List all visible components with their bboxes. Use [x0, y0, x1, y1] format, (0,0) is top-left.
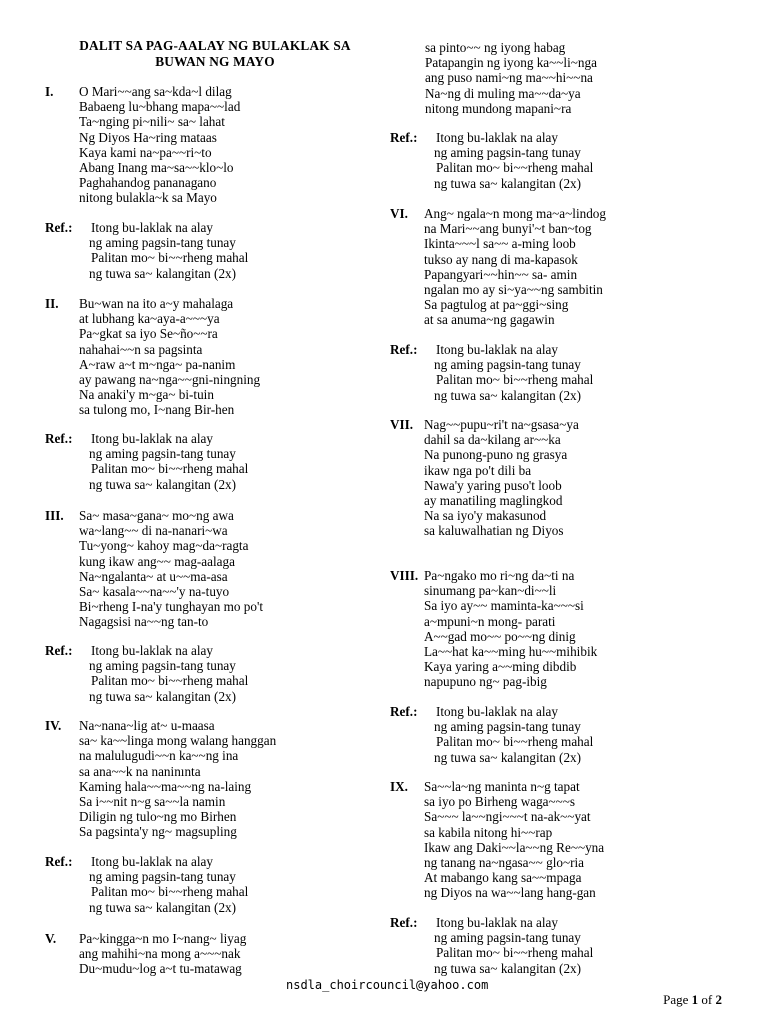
refrain-line: ng aming pagsin-tang tunay: [89, 869, 236, 885]
refrain-block: [390, 342, 760, 403]
stanza-line: Sa pagsinta'y ng~ magsupling: [79, 824, 237, 840]
refrain-line: Palitan mo~ bi~~rheng mahal: [91, 884, 249, 900]
stanza-8: [390, 568, 760, 690]
refrain-line: Palitan mo~ bi~~rheng mahal: [436, 945, 594, 961]
stanza-line: Ta~nging pi~nili~ sa~ lahat: [79, 114, 225, 130]
stanza-line: Sa~~~ la~~ngi~~~t na-ak~~yat: [424, 809, 591, 825]
refrain-line: ng tuwa sa~ kalangitan (2x): [434, 175, 582, 191]
stanza-label: IX.: [390, 779, 408, 794]
stanza-line: Sa~~la~ng maninta n~g tapat: [424, 779, 580, 794]
stanza-9: [390, 779, 760, 901]
stanza-line: Ikinta~~~l sa~~ a-ming loob: [424, 236, 576, 252]
stanza-line: Kaya yaring a~~ming dibdib: [424, 659, 577, 675]
refrain-line: ng tuwa sa~ kalangitan (2x): [434, 387, 582, 403]
refrain-line: Itong bu-laklak na alay: [91, 854, 213, 869]
stanza-5: [45, 931, 375, 977]
refrain-line: ng aming pagsin-tang tunay: [434, 145, 581, 161]
stanza-line: sa kaluwalhatian ng Diyos: [424, 523, 564, 539]
stanza-line: Du~mudu~log a~t tu-matawag: [79, 961, 242, 977]
refrain-line: ng aming pagsin-tang tunay: [89, 658, 236, 674]
refrain-block: [390, 915, 760, 976]
stanza-7: [390, 417, 760, 539]
page-total: 2: [715, 992, 722, 1007]
refrain-label: Ref.:: [45, 220, 73, 235]
refrain-block: [45, 643, 375, 704]
stanza-line: Sa~ masa~gana~ mo~ng awa: [79, 508, 234, 523]
stanza-line: nitong bulakla~k sa Mayo: [79, 190, 217, 206]
stanza-line: Bu~wan na ito a~y mahalaga: [79, 296, 234, 311]
stanza-label: VII.: [390, 417, 414, 432]
stanza-line: napupuno ng~ pag-ibig: [424, 674, 547, 690]
stanza-line: Ikaw ang Daki~~la~~ng Re~~yna: [424, 839, 605, 855]
stanza-line: Sa~ kasala~~na~~'y na-tuyo: [79, 584, 230, 600]
stanza-line: ng tanang na~ngasa~~ glo~ria: [424, 855, 585, 871]
refrain-block: [390, 130, 760, 191]
stanza-line: Nag~~pupu~ri't na~gsasa~ya: [424, 417, 579, 432]
page-of: of: [701, 992, 713, 1007]
refrain-line: Itong bu-laklak na alay: [436, 915, 558, 930]
stanza-line: na Mari~~ang bunyi'~t ban~tog: [424, 221, 592, 237]
stanza-line: Pa~kingga~n mo I~nang~ liyag: [79, 931, 247, 946]
stanza-line: Ang~ ngala~n mong ma~a~lindog: [424, 206, 606, 221]
stanza-line: dahil sa da~kilang ar~~ka: [424, 432, 561, 448]
refrain-line: ng tuwa sa~ kalangitan (2x): [89, 688, 237, 704]
stanza-label: I.: [45, 84, 54, 99]
stanza-line: sa ana~~k na naninınta: [79, 763, 201, 779]
refrain-line: Palitan mo~ bi~~rheng mahal: [436, 734, 594, 750]
stanza-line: sa~ ka~~linga mong walang hanggan: [79, 733, 277, 749]
stanza-line: O Mari~~ang sa~kda~l dilag: [79, 84, 232, 99]
stanza-line: Patapangin ng iyong ka~~li~nga: [425, 55, 597, 71]
stanza-line: A~raw a~t m~nga~ pa-nanim: [79, 356, 236, 372]
refrain-block: [390, 704, 760, 765]
refrain-block: [45, 220, 375, 281]
stanza-line: Babaeng lu~bhang mapa~~lad: [79, 99, 241, 115]
stanza-line: Pa~ngako mo ri~ng da~ti na: [424, 568, 575, 583]
stanza-label: II.: [45, 296, 59, 311]
stanza-line: sa pinto~~ ng iyong habag: [425, 40, 566, 55]
refrain-line: Palitan mo~ bi~~rheng mahal: [436, 160, 594, 176]
refrain-line: ng tuwa sa~ kalangitan (2x): [89, 899, 237, 915]
stanza-line: La~~hat ka~~ming hu~~mihibik: [424, 644, 598, 660]
refrain-line: Palitan mo~ bi~~rheng mahal: [436, 372, 594, 388]
stanza-line: ngalan mo ay si~ya~~ng sambitin: [424, 282, 603, 298]
stanza-1: [45, 84, 375, 206]
stanza-line: Nagagsisi na~~ng tan-to: [79, 614, 209, 630]
stanza-line: sinumang pa~kan~di~~li: [424, 583, 557, 599]
stanza-line: A~~gad mo~~ po~~ng dinig: [424, 628, 576, 644]
stanza-label: VI.: [390, 206, 408, 221]
stanza-line: Tu~yong~ kahoy mag~da~ragta: [79, 538, 249, 554]
refrain-line: Palitan mo~ bi~~rheng mahal: [91, 250, 249, 266]
refrain-line: Itong bu-laklak na alay: [436, 130, 558, 145]
stanza-line: Na anaki'y m~ga~ bi-tuin: [79, 387, 214, 403]
stanza-label: III.: [45, 508, 64, 523]
refrain-line: Itong bu-laklak na alay: [91, 643, 213, 658]
refrain-line: ng tuwa sa~ kalangitan (2x): [89, 265, 237, 281]
stanza-line: sa iyo po Birheng waga~~~s: [424, 794, 576, 810]
refrain-label: Ref.:: [390, 342, 418, 357]
stanza-line: Ng Diyos Ha~ring mataas: [79, 129, 217, 145]
refrain-block: [45, 431, 375, 492]
stanza-line: Pa~gkat sa iyo Se~ño~~ra: [79, 326, 218, 342]
stanza-line: Kaya kami na~pa~~ri~to: [79, 144, 212, 160]
title-line: BUWAN NG MAYO: [155, 54, 275, 69]
stanza-line: Bi~rheng I-na'y tunghayan mo po't: [79, 599, 264, 615]
stanza-line: a~mpuni~n mong- parati: [424, 613, 556, 629]
refrain-line: Palitan mo~ bi~~rheng mahal: [91, 461, 249, 477]
refrain-block: [45, 854, 375, 915]
stanza-line: Diligin ng tulo~ng mo Birhen: [79, 809, 237, 825]
stanza-4: [45, 718, 375, 840]
stanza-line: ay manatiling maglingkod: [424, 493, 563, 509]
stanza-5-continued: [425, 40, 755, 116]
footer-email: nsdla_choircouncil@yahoo.com: [286, 978, 489, 992]
stanza-line: Sa i~~nit n~g sa~~la namin: [79, 794, 226, 810]
stanza-line: Na sa iyo'y makasunod: [424, 508, 547, 524]
refrain-line: ng aming pagsin-tang tunay: [434, 930, 581, 946]
refrain-line: Itong bu-laklak na alay: [91, 220, 213, 235]
page-word: Page: [663, 992, 689, 1007]
stanza-label: VIII.: [390, 568, 419, 583]
stanza-line: Na~ng di muling ma~~da~ya: [425, 85, 581, 101]
title-line: DALIT SA PAG-AALAY NG BULAKLAK SA: [79, 38, 351, 53]
stanza-line: Kaming hala~~ma~~ng na-laing: [79, 778, 252, 794]
stanza-line: Papangyari~~hin~~ sa- amin: [424, 266, 578, 282]
refrain-line: ng tuwa sa~ kalangitan (2x): [434, 749, 582, 765]
stanza-line: nitong mundong mapani~ra: [425, 100, 572, 116]
stanza-label: V.: [45, 931, 57, 946]
refrain-line: ng aming pagsin-tang tunay: [89, 446, 236, 462]
stanza-line: ang mahihi~na mong a~~~nak: [79, 946, 241, 962]
stanza-line: Paghahandog pananagano: [79, 175, 217, 191]
stanza-3: [45, 508, 375, 630]
song-title: [45, 38, 385, 70]
stanza-line: at lubhang ka~aya-a~~~ya: [79, 311, 220, 327]
page-number: [663, 992, 722, 1008]
stanza-line: Sa iyo ay~~ maminta-ka~~~si: [424, 598, 584, 614]
refrain-label: Ref.:: [45, 854, 73, 869]
stanza-line: sa kabila nitong hi~~rap: [424, 824, 553, 840]
stanza-line: kung ikaw ang~~ mag-aalaga: [79, 553, 235, 569]
stanza-line: tukso ay nang di ma-kapasok: [424, 251, 578, 267]
stanza-label: IV.: [45, 718, 62, 733]
refrain-label: Ref.:: [390, 915, 418, 930]
stanza-line: ng Diyos na wa~~lang hang-gan: [424, 885, 596, 901]
refrain-label: Ref.:: [45, 431, 73, 446]
refrain-label: Ref.:: [390, 130, 418, 145]
refrain-line: Itong bu-laklak na alay: [91, 431, 213, 446]
stanza-line: At mabango kang sa~~mpaga: [424, 870, 582, 886]
stanza-line: at sa anuma~ng gagawin: [424, 312, 555, 328]
stanza-line: wa~lang~~ di na-nanari~wa: [79, 523, 228, 539]
stanza-line: na malulugudi~~n ka~~ng ina: [79, 748, 239, 764]
refrain-line: Itong bu-laklak na alay: [436, 704, 558, 719]
refrain-line: ng tuwa sa~ kalangitan (2x): [89, 476, 237, 492]
stanza-2: [45, 296, 375, 418]
stanza-line: ang puso nami~ng ma~~hi~~na: [425, 70, 593, 86]
refrain-line: ng aming pagsin-tang tunay: [434, 357, 581, 373]
refrain-line: Palitan mo~ bi~~rheng mahal: [91, 673, 249, 689]
refrain-line: Itong bu-laklak na alay: [436, 342, 558, 357]
stanza-line: sa tulong mo, I~nang Bir-hen: [79, 402, 235, 418]
stanza-line: Na punong-puno ng grasya: [424, 447, 568, 463]
refrain-label: Ref.:: [390, 704, 418, 719]
stanza-line: ay pawang na~nga~~gni-ningning: [79, 372, 261, 388]
stanza-line: ikaw nga po't dili ba: [424, 462, 532, 478]
stanza-line: Sa pagtulog at pa~ggi~sing: [424, 297, 569, 313]
stanza-line: Abang Inang ma~sa~~klo~lo: [79, 160, 234, 176]
stanza-line: Nawa'y yaring puso't loob: [424, 477, 562, 493]
refrain-label: Ref.:: [45, 643, 73, 658]
refrain-line: ng aming pagsin-tang tunay: [434, 719, 581, 735]
refrain-line: ng tuwa sa~ kalangitan (2x): [434, 960, 582, 976]
stanza-line: Na~ngalanta~ at u~~ma-asa: [79, 568, 228, 584]
stanza-6: [390, 206, 760, 328]
refrain-line: ng aming pagsin-tang tunay: [89, 235, 236, 251]
stanza-line: nahahai~~n sa pagsinta: [79, 341, 203, 357]
stanza-line: Na~nana~lig at~ u-maasa: [79, 718, 215, 733]
page-current: 1: [691, 992, 699, 1007]
